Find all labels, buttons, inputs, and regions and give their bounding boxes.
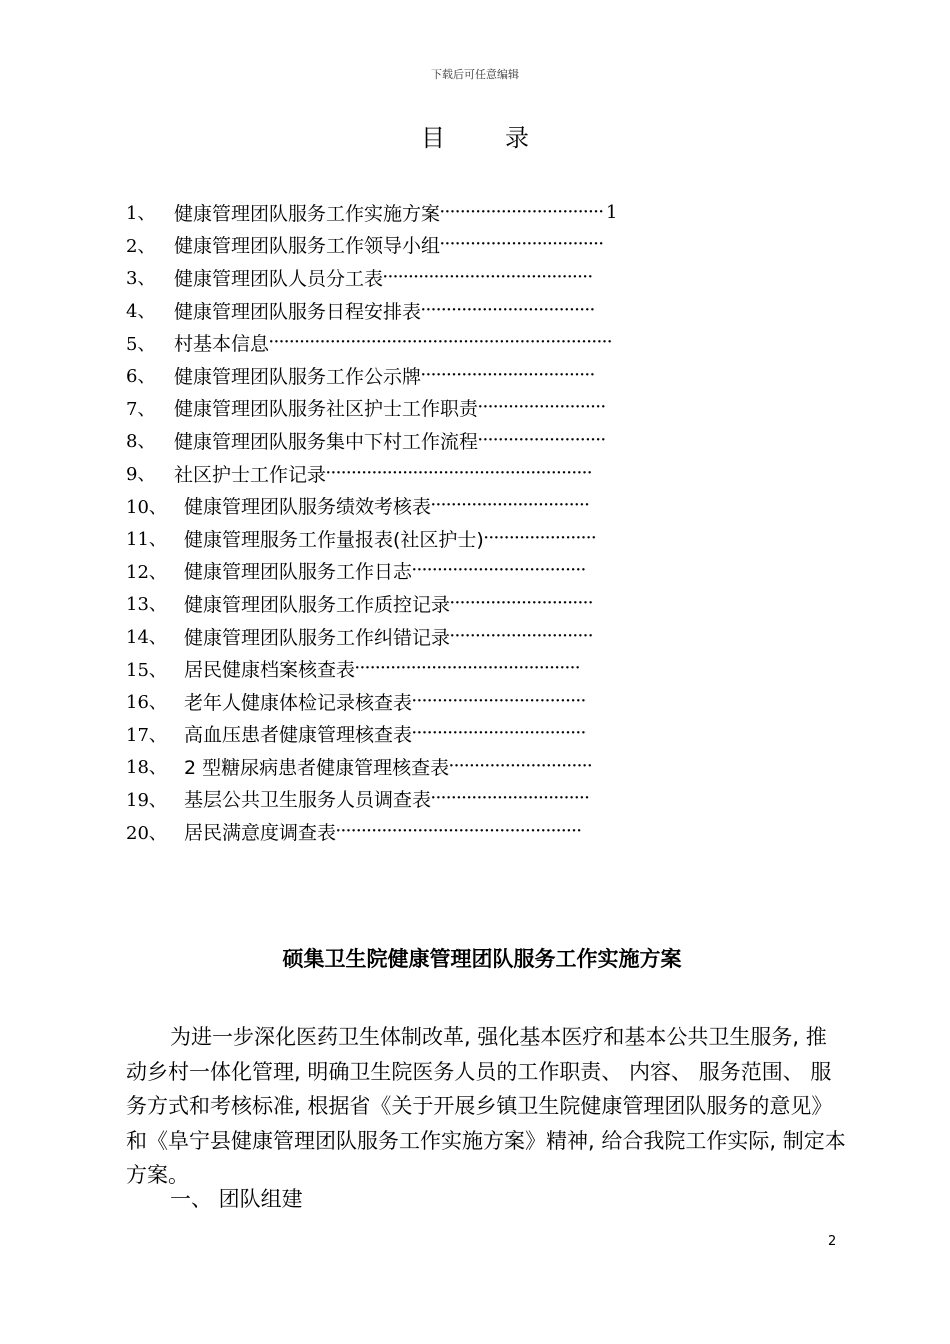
toc-leader-dots: ·························	[478, 400, 607, 416]
toc-entry-title: 健康管理团队服务绩效考核表	[184, 496, 432, 519]
toc-leader-dots: ············································	[355, 661, 581, 677]
toc-entry-title: 2 型糖尿病患者健康管理核查表	[184, 756, 450, 779]
toc-entry-title: 村基本信息	[174, 333, 270, 356]
toc-leader-dots: ································	[440, 204, 605, 220]
toc-entry[interactable]	[126, 457, 816, 490]
toc-entry-number: 7、	[126, 398, 156, 420]
toc-entry-title: 高血压患者健康管理核查表	[184, 724, 413, 747]
toc-entry[interactable]	[126, 294, 816, 327]
toc-entry-number: 12、	[126, 561, 167, 583]
toc-leader-dots: ································	[440, 237, 605, 253]
toc-leader-dots: ··································	[421, 302, 596, 318]
toc-entry-number: 9、	[126, 464, 156, 486]
toc-entry-title: 健康管理团队服务工作领导小组	[174, 235, 441, 258]
toc-entry[interactable]	[126, 587, 816, 620]
toc-entry-number: 8、	[126, 431, 156, 453]
toc-leader-dots: ····························	[449, 758, 593, 774]
toc-leader-dots: ··································	[412, 563, 587, 579]
toc-entry-number: 13、	[126, 594, 167, 616]
toc-entry[interactable]	[126, 783, 816, 816]
toc-leader-dots: ·························	[478, 432, 607, 448]
toc-entry-number: 1、	[126, 203, 156, 225]
toc-entry-number: 19、	[126, 789, 167, 811]
toc-entry[interactable]	[126, 718, 816, 751]
toc-entry-title: 健康管理团队服务工作质控记录	[184, 593, 451, 616]
page-number: 2	[828, 1234, 837, 1249]
toc-entry[interactable]	[126, 424, 816, 457]
toc-entry[interactable]	[126, 489, 816, 522]
toc-entry[interactable]	[126, 522, 816, 555]
toc-entry-title: 基层公共卫生服务人员调查表	[184, 789, 432, 812]
toc-leader-dots: ···································································	[269, 335, 613, 351]
toc-title: 目录	[421, 124, 589, 152]
body-paragraph-block	[126, 1020, 846, 1193]
toc-entry[interactable]	[126, 229, 816, 262]
toc-leader-dots: ·········································	[383, 269, 594, 285]
toc-entry-title: 老年人健康体检记录核查表	[184, 691, 413, 714]
toc-entry[interactable]	[126, 685, 816, 718]
body-paragraph: 为进一步深化医药卫生体制改革, 强化基本医疗和基本公共卫生服务, 推动乡村一体化管理, 明确卫生院医务人员的工作职责、 内容、 服务范围、 服务方式和考核标准, 根据省《关于开展乡镇卫生院健康管理团队服务的意见》和《阜宁县健康管理团队服务工作实施方案》精神, 给合我院工作实际, 制定本方案。	[126, 1025, 846, 1187]
toc-entry[interactable]	[126, 620, 816, 653]
toc-entry-page: 1	[606, 201, 618, 223]
toc-entry-title: 居民满意度调查表	[184, 822, 337, 845]
toc-entry[interactable]	[126, 326, 816, 359]
toc-leader-dots: ··································	[412, 726, 587, 742]
document-title: 硕集卫生院健康管理团队服务工作实施方案	[282, 947, 682, 971]
toc-entry-number: 11、	[126, 529, 167, 551]
toc-entry[interactable]	[126, 815, 816, 848]
toc-entry-title: 居民健康档案核查表	[184, 659, 356, 682]
toc-entry-number: 14、	[126, 627, 167, 649]
toc-entry-number: 2、	[126, 235, 156, 257]
toc-entry[interactable]	[126, 261, 816, 294]
toc-entry-number: 5、	[126, 333, 156, 355]
toc-entry[interactable]	[126, 750, 816, 783]
toc-entry-title: 健康管理团队服务工作纠错记录	[184, 626, 451, 649]
toc-entry-number: 15、	[126, 659, 167, 681]
toc-leader-dots: ····················································	[326, 465, 593, 481]
toc-entry-title: 健康管理团队服务社区护士工作职责	[174, 398, 479, 421]
toc-entry[interactable]	[126, 555, 816, 588]
toc-entry-number: 4、	[126, 301, 156, 323]
toc-entry-title: 健康管理团队服务工作实施方案	[174, 202, 441, 225]
toc-entry-number: 3、	[126, 268, 156, 290]
toc-leader-dots: ····························	[450, 628, 594, 644]
toc-entry[interactable]	[126, 392, 816, 425]
header-note: 下载后可任意编辑	[431, 68, 519, 81]
toc-entry[interactable]	[126, 196, 816, 229]
toc-entry-title: 健康管理服务工作量报表(社区护士)	[184, 528, 484, 551]
toc-entry[interactable]	[126, 652, 816, 685]
toc-leader-dots: ··································	[412, 693, 587, 709]
toc-entry-title: 健康管理团队服务工作日志	[184, 561, 413, 584]
toc-entry-number: 16、	[126, 692, 167, 714]
toc-entry-title: 社区护士工作记录	[174, 463, 327, 486]
toc-entry-title: 健康管理团队服务集中下村工作流程	[174, 430, 479, 453]
toc-entry-number: 17、	[126, 724, 167, 746]
toc-entry-number: 20、	[126, 822, 167, 844]
table-of-contents	[126, 196, 816, 848]
toc-leader-dots: ······················	[483, 530, 597, 546]
toc-entry[interactable]	[126, 359, 816, 392]
toc-leader-dots: ··································	[421, 367, 596, 383]
toc-leader-dots: ····························	[450, 595, 594, 611]
toc-leader-dots: ·······························	[431, 498, 590, 514]
toc-entry-number: 6、	[126, 366, 156, 388]
toc-leader-dots: ·······························	[431, 791, 590, 807]
toc-entry-number: 10、	[126, 496, 167, 518]
section-heading: 一、 团队组建	[170, 1187, 303, 1211]
toc-leader-dots: ················································	[336, 824, 583, 840]
toc-entry-title: 健康管理团队服务日程安排表	[174, 300, 422, 323]
toc-entry-number: 18、	[126, 757, 167, 779]
toc-entry-title: 健康管理团队服务工作公示牌	[174, 365, 422, 388]
toc-entry-title: 健康管理团队人员分工表	[174, 267, 384, 290]
